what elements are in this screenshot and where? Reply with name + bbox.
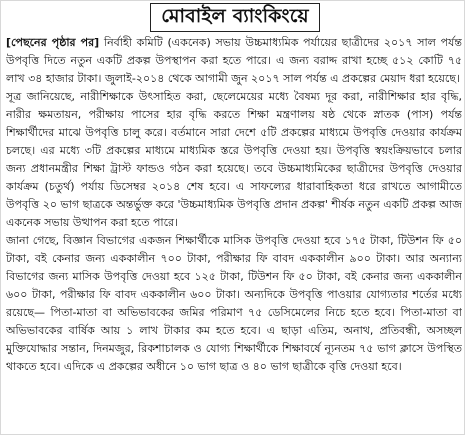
continued-from-label: [পেছনের পৃষ্ঠার পর] [6,36,100,49]
article-body [6,34,462,432]
headline: মোবাইল ব্যাংকিংয়ে [161,4,309,27]
article-paragraph-1-text: নির্বাহী কমিটি (একনেক) সভায় উচ্চমাধ্যমিক পর্যায়ের ছাত্রীদের ২০১৭ সাল পর্যন্ত উপবৃত্তি দিতে নতুন একটি প্রকল্প উপস্থাপন করা হতে পারে। এ জন্য বরাদ্দ রাখা হচ্ছে ৫১২ কোটি ৭৫ লাখ ৩৪ হাজার টাকা। জুলাই-২০১৪ থেকে আগামী জুন ২০১৭ সাল পর্যন্ত এ প্রকল্পের মেয়াদ ধরা হয়েছে। [6,36,462,85]
article-paragraph-2: সূত্র জানিয়েছে, নারীশিক্ষাকে উৎসাহিত করা, ছেলেমেয়ের মধ্যে বৈষম্য দূর করা, নারীশিক্ষার হার বৃদ্ধি, নারীর ক্ষমতায়ন, পরীক্ষায় পাসের হার বৃদ্ধি করতে শিক্ষা মন্ত্রণালয় ষষ্ঠ থেকে স্নাতক (পাস) পর্যন্ত শিক্ষার্থীদের মাঝে উপবৃত্তি চালু করে। বর্তমানে সারা দেশে ৫টি প্রকল্পের মাধ্যমে উপবৃত্তি দেওয়ার কার্যক্রম চলছে। এর মধ্যে ৩টি প্রকল্পের মাধ্যমে মাধ্যমিক স্তরে উপবৃত্তি দেওয়া হয়। উপবৃত্তি স্বয়ংক্রিয়ভাবে চলার জন্য প্রধানমন্ত্রীর শিক্ষা ট্রাস্ট ফান্ডও গঠন করা হয়েছে। তবে উচ্চমাধ্যমিকের ছাত্রীদের উপবৃত্তি দেওয়ার কার্যক্রম (চতুর্থ) পর্যায় ডিসেম্বর ২০১৪ শেষ হবে। এ সাফল্যের ধারাবাহিকতা ধরে রাখতে আগামীতে উপবৃত্তি ২০ ভাগ ছাত্রকে অন্তর্ভুক্ত করে 'উচ্চমাধ্যমিক উপবৃত্তি প্রদান প্রকল্প' শীর্ষক নতুন একটি প্রকল্প আজ একনেক সভায় উত্থাপন করা হতে পারে। [6,90,462,229]
article-paragraph-1 [6,34,462,88]
headline-box [150,3,320,32]
article-paragraph-3: জানা গেছে, বিজ্ঞান বিভাগের একজন শিক্ষার্থীকে মাসিক উপবৃত্তি দেওয়া হবে ১৭৫ টাকা, টিউশন ফি ৫০ টাকা, বই কেনার জন্য এককালীন ৭০০ টাকা, পরীক্ষার ফি বাবদ এককালীন ৯০০ টাকা। আর অন্যান্য বিভাগের জন্য মাসিক উপবৃত্তি দেওয়া হবে ১২৫ টাকা, টিউশন ফি ৫০ টাকা, বই কেনার জন্য এককালীন ৬০০ টাকা, পরীক্ষার ফি বাবদ এককালীন ৬০০ টাকা। অন্যদিকে উপবৃত্তি পাওয়ার যোগ্যতার শর্তের মধ্যে রয়েছে— পিতা-মাতা বা অভিভাবকের জমির পরিমাণ ৭৫ ডেসিমেলের নিচে হতে হবে। পিতা-মাতা বা অভিভাবকের বার্ষিক আয় ১ লাখ টাকার কম হতে হবে। এ ছাড়া এতিম, অনাথ, প্রতিবন্ধী, অসচ্ছল মুক্তিযোদ্ধার সন্তান, দিনমজুর, রিকশাচালক ও যোগ্য শিক্ষার্থীকে শিক্ষাবর্ষে ন্যূনতম ৭৫ ভাগ ক্লাসে উপস্থিত থাকতে হবে। এদিকে এ প্রকল্পের অধীনে ১০ ভাগ ছাত্র ও ৪০ ভাগ ছাত্রীকে বৃত্তি দেওয়া হবে। [6,234,462,373]
